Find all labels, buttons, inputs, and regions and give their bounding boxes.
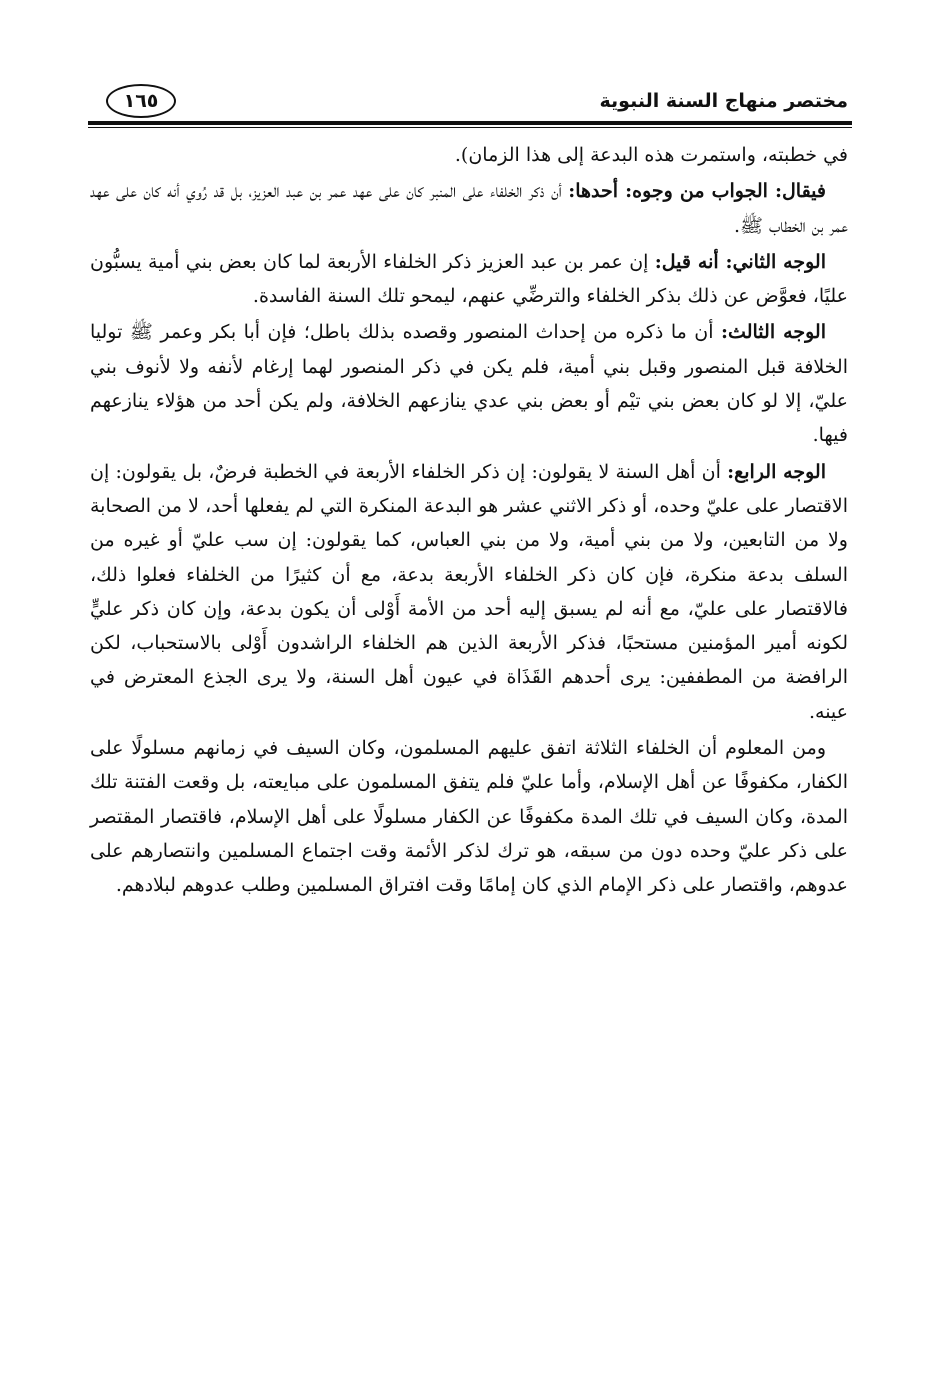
paragraph-continuation bbox=[90, 138, 848, 172]
paragraph-lead: الوجه الرابع: bbox=[727, 460, 826, 483]
paragraph-text: أن ذكر الخلفاء على المنبر كان على عهد عمر بن عبد العزيز، بل قد رُوي أنه كان على عهد عمر بن الخطاب ﷺ. bbox=[90, 180, 848, 237]
paragraph-lead: فيقال: الجواب من وجوه: أحدها: bbox=[568, 180, 826, 203]
paragraph-text: أن أهل السنة لا يقولون: إن ذكر الخلفاء الأربعة في الخطبة فرضٌ، بل يقولون: إن الاقتصار على عليّ وحده، أو ذكر الاثني عشر هو البدعة المنكرة التي لم يفعلها أحد، لا من الصحابة ولا من التابعين، ولا من بني أمية، ولا من بني العباس، كما يقولون: إن سب عليّ أو غيره من السلف بدعة منكرة، فإن كان ذكر الخلفاء الأربعة بدعة، مع أن كثيرًا من الخلفاء فعلوا ذلك، فالاقتصار على عليّ، مع أنه لم يسبق إليه أحد من الأمة أَوْلى أن يكون بدعة، وإن كان ذكر عليٍّ لكونه أمير المؤمنين مستحبًا، فذكر الأربعة الذين هم الخلفاء الراشدون أَوْلى بالاستحباب، لكن الرافضة من المطففين: يرى أحدهم القَذَاة في عيون أهل السنة، ولا يرى الجذع المعترض في عينه. bbox=[90, 460, 848, 723]
paragraph-lead: الوجه الثالث: bbox=[721, 321, 826, 344]
page-header bbox=[92, 78, 850, 120]
paragraph-third-aspect bbox=[90, 315, 848, 452]
paragraph-text: أن ما ذكره من إحداث المنصور وقصده بذلك باطل؛ فإن أبا بكر وعمر ﷺ توليا الخلافة قبل المنصور وقبل بني أمية، فلم يكن في ذكر المنصور لهما إرغام لأنفه ولا لأنوف بني عليّ، إلا لو كان بعض بني تيْم أو بعض بني عدي ينازعهم الخلافة، ولم يكن أحد من هؤلاء ينازعهم فيها. bbox=[90, 321, 848, 447]
header-rule-thick bbox=[88, 121, 852, 125]
paragraph-closing bbox=[90, 731, 848, 902]
running-title: مختصر منهاج السنة النبوية bbox=[599, 90, 848, 112]
paragraph-text: ومن المعلوم أن الخلفاء الثلاثة اتفق عليهم المسلمون، وكان السيف في زمانهم مسلولًا على الكفار، مكفوفًا عن أهل الإسلام، وأما عليّ فلم يتفق المسلمون على مبايعته، بل وقعت الفتنة تلك المدة، وكان السيف في تلك المدة مكفوفًا عن الكفار مسلولًا على أهل الإسلام، فاقتصار المقتصر على ذكر عليّ وحده دون من سبقه، هو ترك لذكر الأئمة وقت اجتماع المسلمين وانتصارهم على عدوهم، واقتصار على ذكر الإمام الذي كان إمامًا وقت افتراق المسلمين وطلب عدوهم لبلادهم. bbox=[90, 737, 848, 897]
paragraph-fourth-aspect bbox=[90, 455, 848, 729]
page-number-badge bbox=[106, 84, 176, 118]
paragraph-text: في خطبته، واستمرت هذه البدعة إلى هذا الزمان). bbox=[454, 144, 848, 166]
page-number: ١٦٥ bbox=[123, 89, 159, 112]
paragraph-lead: الوجه الثاني: أنه قيل: bbox=[654, 250, 826, 273]
paragraph-answer bbox=[90, 174, 848, 243]
header-rule-thin bbox=[88, 127, 852, 128]
page-body bbox=[90, 138, 848, 905]
paragraph-second-aspect bbox=[90, 245, 848, 314]
paragraph-text: إن عمر بن عبد العزيز ذكر الخلفاء الأربعة لما كان بعض بني أمية يسبُّون عليًا، فعوَّض عن ذلك بذكر الخلفاء والترضِّي عنهم، ليمحو تلك السنة الفاسدة. bbox=[90, 250, 848, 308]
